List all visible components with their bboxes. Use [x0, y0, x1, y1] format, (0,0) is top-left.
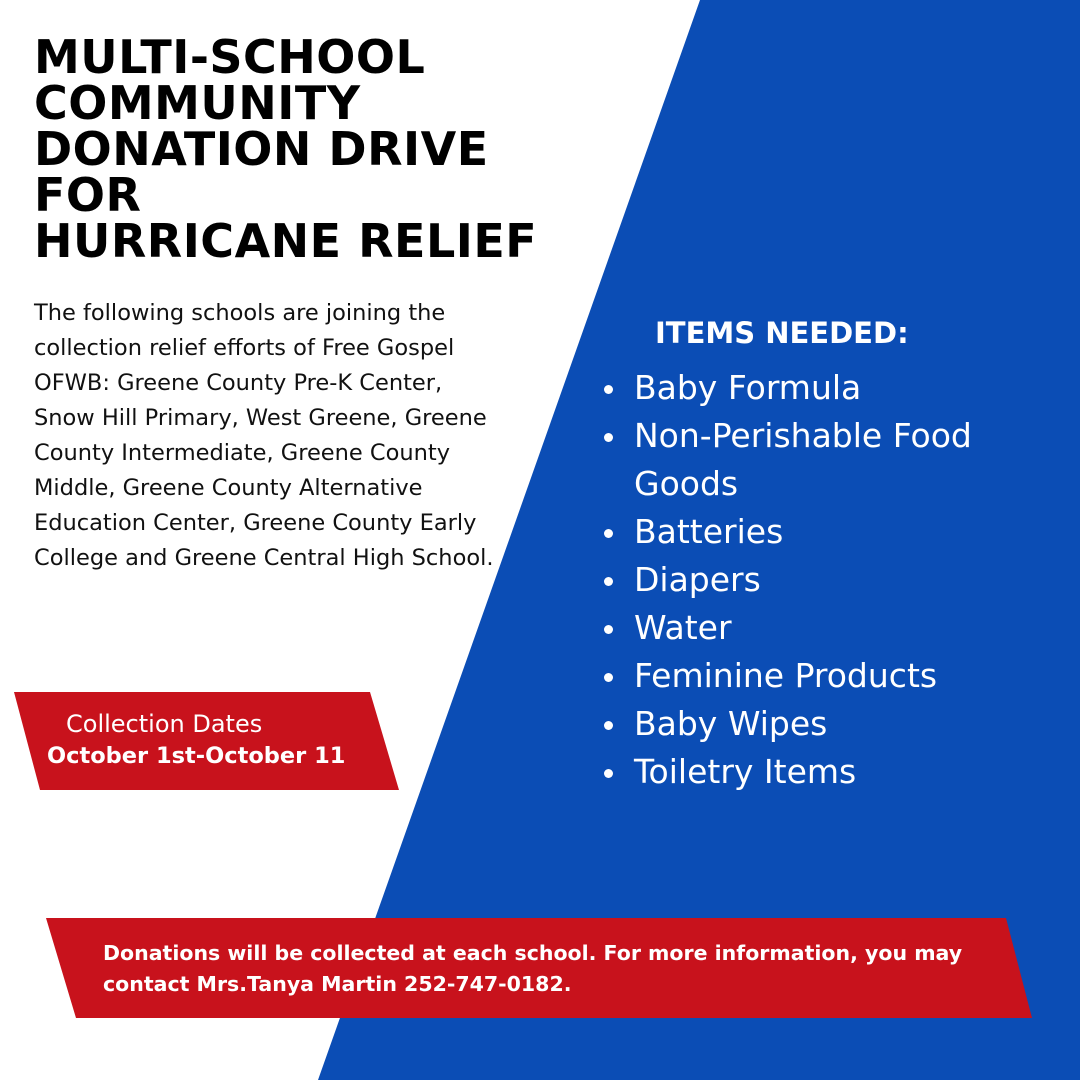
list-item: Batteries: [604, 508, 1064, 556]
list-item: Toiletry Items: [604, 748, 1064, 796]
title-line: HURRICANE RELIEF: [34, 214, 538, 268]
list-item: Non-Perishable Food Goods: [604, 412, 1064, 508]
intro-paragraph: The following schools are joining the collection relief efforts of Free Gospel OFWB: Greene County Pre-K Center, Snow Hill Primary, West Greene, Greene County Intermediate, Greene County Middle, Greene County Alternative Education Center, Greene County Early College and Greene Central High School.: [34, 300, 494, 571]
list-item: Baby Wipes: [604, 700, 1064, 748]
dates-banner-shape: [14, 692, 399, 790]
collection-dates-label: Collection Dates: [66, 710, 263, 738]
page-title: [34, 30, 594, 268]
list-item: Diapers: [604, 556, 1064, 604]
collection-dates-banner: [14, 692, 399, 790]
title-line: DONATION DRIVE: [34, 122, 489, 176]
items-needed-list: [604, 364, 1064, 796]
collection-dates-range: October 1st-October 11: [47, 743, 346, 769]
title-line: MULTI-SCHOOL: [34, 30, 426, 84]
list-item: Water: [604, 604, 1064, 652]
title-line: FOR: [34, 168, 142, 222]
list-item: Feminine Products: [604, 652, 1064, 700]
contact-info-text: Donations will be collected at each school. For more information, you may contact Mrs.Tanya Martin 252-747-0182.: [103, 941, 963, 996]
title-line: COMMUNITY: [34, 76, 361, 130]
list-item: Baby Formula: [604, 364, 1064, 412]
items-needed-heading: ITEMS NEEDED:: [655, 316, 909, 350]
contact-info-banner: [46, 918, 1032, 1018]
